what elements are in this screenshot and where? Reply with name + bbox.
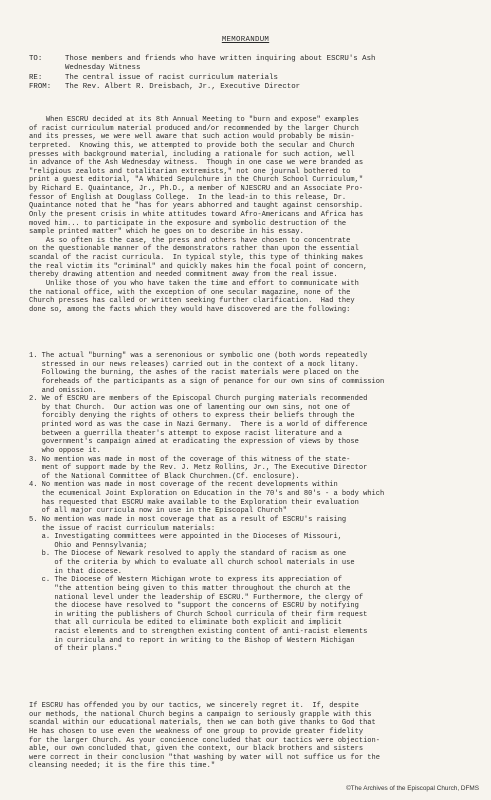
re-label: RE: (29, 73, 43, 82)
memo-header (29, 55, 469, 93)
facts-list: 1. The actual "burning" was a serenonious or symbolic one (both words repeatedly stressed in our news releases) carried out in the context of a mock litany. Following the burning, the ashes of the racist materials were placed on the foreheads of the participants as a sign of penance for our own sins of commission and omission. 2. We of ESCRU are members of the Episcopal Church purging materials recommended by that Church. Our action was one of lamenting our own sins, not one of forcibly denying the rights of others to express their beliefs through the printed word as was the case in Nazi Germany. There is a world of difference between a guerrilla theater's attempt to expose racist literature and a government's campaign aimed at eradicating the expression of views by those who oppose it. 3. No mention was made in most of the coverage of this witness of the state- ment of support made by the Rev. J. Metz Rollins, Jr., The Executive Director of the National Committee of Black Churchmen.(Cf. enclosure). 4. No mention was made in most coverage of the recent developments within the ecumenical Joint Exploration on Education in the 70's and 80's - a body which has requested that ESCRU make available to the Exploration their evaluation of all major curricula now in use in the Episcopal Church" 5. No mention was made in most coverage that as a result of ESCRU's raising the issue of racist curriculum materials: a. Investigating committees were appointed in the Dioceses of Missouri, Ohio and Pennsylvania; b. The Diocese of Newark resolved to apply the standard of racism as one of the criteria by which to evaluate all church school materials in use in that diocese. c. The Diocese of Western Michigan wrote to express its appreciation of "the attention being given to this matter throughout the church at the national level under the leadership of ESCRU." Furthermore, the clergy of the diocese have resolved to "support the concerns of ESCRU by notifying in writing the publishers of Church School curricula of their firm request that all curricula be edited to eliminate both explicit and implicit racist elements and to strengthen existing content of anti-racist elements in curricula and to report in writing to the Bishop of Western Michigan of their plans." (29, 352, 385, 654)
re-row (29, 74, 469, 83)
from-label: FROM: (29, 83, 52, 92)
closing-paragraph: If ESCRU has offended you by our tactics, we sincerely regret it. If, despite our methods, the national Church begins a campaign to seriously grapple with this scandal within our educational materials, then we can both give thanks to God that He has chosen to use even the weakness of one group to provide greater fidelity for the larger Church. As your concience concluded that our tactics were objection- able, our own concluded that, given the context, our black brothers and sisters were correct in their conclusion "that washing by water will not suffice us for the cleansing needed; it is the fire this time." (29, 702, 380, 771)
to-label: TO: (29, 55, 43, 63)
memo-intro-paragraphs: When ESCRU decided at its 8th Annual Meeting to "burn and expose" examples of racist curriculum material produced and/or recommended by the larger Church and its presses, we were well aware that such action would probably be misin- terpreted. Knowing this, we attempted to provide both the secular and Church presses with background material, including a rationale for such action, well in advance of the Ash Wednesday witness. Though in one case we were branded as "religious zealots and totalitarian extremists," not one journal bothered to print a guest editorial, "A Whited Sepulchure in the Church School Curriculum," by Richard E. Quaintance, Jr., Ph.D., a member of NJESCRU and an Associate Pro- fessor of English at Douglass College. In the lead-in to this release, Dr. Quaintance noted that he "has for years abhorred and taught against censorship. Only the present crisis in white attitudes toward Afro-Americans and Africa has moved him... to participate in the exposure and symbolic destruction of the sample printed matter" which he goes on to describe in his essay. As so often is the case, the press and others have chosen to concentrate on the questionable manner of the demonstrators rather than upon the essential scandal of the racist curricula. In typical style, this type of thinking makes the real victim its "criminal" and quickly makes him the focal point of concern, thereby drawing attention and needed commitment away from the real issue. Unlike those of you who have taken the time and effort to communicate with the national office, with the exception of one secular magazine, none of the Church presses has called or written seeking further clarification. Had they done so, among the facts which they would have discovered are the following: (29, 116, 368, 314)
to-value: Those members and friends who have written inquiring about ESCRU's Ash Wednesday Witness (65, 55, 376, 73)
archive-credit: ©The Archives of the Episcopal Church, DFMS (346, 785, 479, 792)
memo-title: MEMORANDUM (221, 36, 270, 44)
re-value: The central issue of racist curriculum materials (65, 73, 278, 82)
from-row (29, 83, 469, 92)
to-row (29, 55, 469, 74)
from-value: The Rev. Albert R. Dreisbach, Jr., Executive Director (65, 83, 301, 92)
